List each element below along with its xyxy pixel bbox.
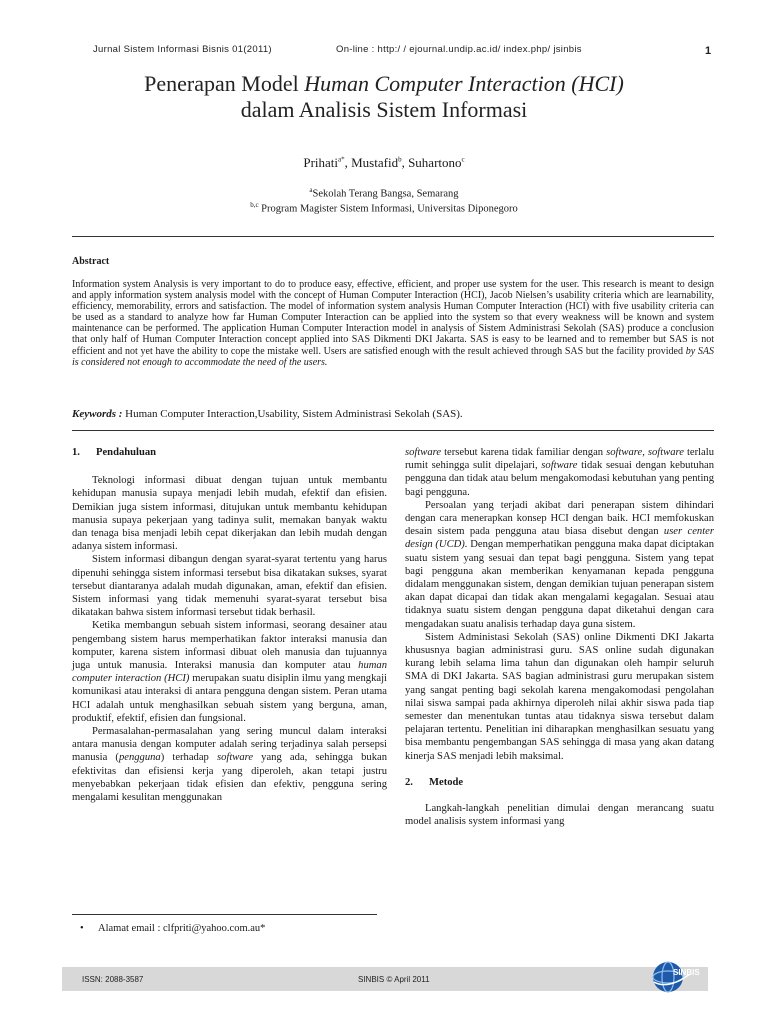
footnote-email[interactable]: Alamat email : clfpriti@yahoo.com.au* xyxy=(98,923,266,934)
footer-bar xyxy=(62,967,708,991)
p5-italic-4: software xyxy=(541,460,578,472)
paragraph-4 xyxy=(72,725,387,804)
paper-title-line1 xyxy=(0,71,768,97)
paragraph-3-part-b: merupakan suatu disiplin ilmu yang mengkaji komunikasi atau interaksi di antara pengguna dengan sistem. Peran utama HCI adalah untuk menghasilkan sebuah sistem yang berguna, aman, produktif, efektif, efisien dan fungsional. xyxy=(72,673,387,724)
abstract-top-rule xyxy=(72,236,714,237)
paragraph-3 xyxy=(72,619,387,725)
section-1-title: Pendahuluan xyxy=(96,447,157,458)
paragraph-4-italic-1: pengguna xyxy=(118,752,161,764)
section-1-number: 1. xyxy=(72,447,80,458)
running-header-url: On-line : http:/ / ejournal.undip.ac.id/ index.php/ jsinbis xyxy=(336,44,582,55)
keywords-bottom-rule xyxy=(72,430,714,431)
keywords-text: Human Computer Interaction,Usability, Sistem Administrasi Sekolah (SAS). xyxy=(122,408,463,420)
paragraph-7: Sistem Administasi Sekolah (SAS) online Dikmenti DKI Jakarta khususnya bagian administrasi guru. SAS online sudah digunakan kurang lebih selama lima tahun dan digunakan oleh hampir seluruh SMA di DKI Jakarta. SAS bagian administrasi guru merupakan sistem yang sangat penting bagi sekolah karena mengakomodasi pengolahan nilai siswa sampai pada akhirnya diperoleh nilai akhir siswa pada tiap semester dan menentukan tuntas atau tidaknya siswa tersebut dalam pelajaran tertentu. Penelitian ini diharapkan menghasilkan sesuatu yang bisa membantu pengembangan SAS sehingga di masa yang akan datang kinerja SAS menjadi lebih maksimal. xyxy=(405,631,714,762)
affiliation-2-sup: b,c xyxy=(250,201,259,209)
paragraph-3-italic: human computer interaction (HCI) xyxy=(72,660,387,685)
keywords xyxy=(72,408,714,420)
p5-text-4: tidak sesuai dengan kebutuhan pengguna dan tidak atau belum mengakomodasi kebutuhan yang penting bagi pengguna. xyxy=(405,460,714,498)
abstract-body: Information system Analysis is very important to do to produce easy, effective, efficient, and proper use system for the user. This research is meant to design and apply information system analysis model with the concept of Human Computer Interaction (HCI), Jacob Nielsen’s usability criteria which are learnability, efficiency, memorability, errors and satisfaction. The model of information system analysis Human Computer Interaction (HCI) with five usability criteria can be used as a standard to analyze how far Human Computer Interaction can be applied into the system so that every weakness will be known and system maintenance can be performed. The application Human Computer Interaction model in analysis of Sistem Administrasi Sekolah (SAS) produce a conclusion that only half of Human Computer Interaction concept applied into SAS Dikmenti DKI Jakarta. SAS is easy to be learned and to remember but SAS is not efficient and not yet have the ability to cope the mistake well. Users are satisfied enough with the result achieved through SAS but the facility provided xyxy=(72,279,714,357)
keywords-label: Keywords : xyxy=(72,408,123,420)
abstract-italic: by SAS is considered not enough to accommodate the need of the users. xyxy=(72,345,714,368)
abstract-text xyxy=(72,279,714,368)
footnote-bullet: • xyxy=(80,923,84,934)
affiliation-1 xyxy=(0,186,768,200)
section-heading-2 xyxy=(405,776,714,789)
p6-part-a: Persoalan yang terjadi akibat dari penerapan sistem dihindari dengan cara menerapkan konsep HCI dengan baik. HCI memfokuskan desain sistem pada pengguna atau biasa disebut dengan xyxy=(405,499,714,538)
logo-text: SINBIS xyxy=(673,968,700,977)
paragraph-4-part-a: Permasalahan-permasalahan yang sering muncul dalam interaksi antara manusia dengan komputer adalah sering terjadinya salah persepsi manusia ( xyxy=(72,726,387,764)
paragraph-3-part-a: Ketika membangun sebuah sistem informasi, seorang desainer atau pengembang sistem harus memperhatikan faktor interaksi manusia dan komputer, karena sistem informasi dibuat oleh manusia dan tujuannya juga untuk manusia. Interaksi manusia dan komputer atau xyxy=(72,620,387,672)
left-column xyxy=(72,446,387,804)
page-number: 1 xyxy=(705,45,712,57)
p5-italic-1: software xyxy=(405,447,442,458)
section-2-number: 2. xyxy=(405,776,413,788)
p5-text-2: , xyxy=(642,447,648,458)
paragraph-2: Sistem informasi dibangun dengan syarat-syarat tertentu yang harus dipenuhi sehingga sistem informasi tersebut bisa dikatakan sukses, syarat tersebut diantaranya adalah mudah digunakan, aman, efektif dan efisien. Sistem informasi yang tidak memenuhi syarat-syarat tersebut bisa dikatakan bahwa sistem informasi tersebut tidak berhasil. xyxy=(72,554,387,619)
section-2-title: Metode xyxy=(429,776,464,788)
affiliation-1-sup: a xyxy=(309,186,313,194)
footnote-rule xyxy=(72,914,377,915)
affiliation-2-text: Program Magister Sistem Informasi, Universitas Diponegoro xyxy=(258,203,518,215)
section-heading-1 xyxy=(72,446,387,459)
footer-issn: ISSN: 2088-3587 xyxy=(82,975,144,984)
author-3: , Suhartono xyxy=(401,155,462,170)
footer-copyright: SINBIS © April 2011 xyxy=(358,975,430,984)
paragraph-5 xyxy=(405,446,714,499)
p6-part-b: Dengan memperhatikan pengguna maka dapat diciptakan suatu sistem yang sesuai dan tepat bagi pengguna. Sistem yang tepat bagi pengguna akan memberikan kenyamanan kepada pengguna didalam menggunakan sistem, dengan demikian tujuan penerapan sistem akan dapat dicapai dan tidak akan mengalami kegagalan. Sesuai atau tidaknya suatu sistem dengan pengguna dapat diketahui dengan cara mengadakan suatu analisis terhadap daya guna sistem. xyxy=(405,539,714,630)
paper-title-line2: dalam Analisis Sistem Informasi xyxy=(240,97,528,122)
p5-italic-2: software xyxy=(606,447,643,458)
author-2-sup: b xyxy=(398,155,402,164)
p6-italic: user center design (UCD). xyxy=(405,526,714,551)
paragraph-8: Langkah-langkah penelitian dimulai dengan merancang suatu model analisis system informasi yang xyxy=(405,803,714,828)
paragraph-4-part-b: ) terhadap xyxy=(160,752,217,764)
abstract-heading: Abstract xyxy=(72,256,110,267)
author-list xyxy=(0,155,768,171)
paragraph-4-part-c: yang ada, sehingga bukan efektivitas dan efisiensi kerja yang diperoleh, akan tetapi justru menyebabkan pekerjaan tidak efisien dan efektiv, pengguna sering mengalami kesulitan menggunakan xyxy=(72,752,387,804)
affiliation-1-text: Sekolah Terang Bangsa, Semarang xyxy=(312,188,459,200)
paragraph-1: Teknologi informasi dibuat dengan tujuan untuk membantu kehidupan manusia supaya menjadi lebih mudah, efektif dan efisien. Demikian juga sistem informasi, ditujukan untuk membantu kehidupan manusia supaya pekerjaan yang tadinya sulit, memakan banyak waktu dan tenaga bisa menjadi lebih cepat dikerjakan dan lebih mudah dengan adanya sistem informasi. xyxy=(72,475,387,553)
footnote xyxy=(80,923,265,934)
title-plain: Penerapan Model xyxy=(144,71,305,96)
p5-italic-3: software xyxy=(647,447,684,458)
author-1-sup: a* xyxy=(338,155,345,164)
author-1: Prihati xyxy=(303,155,339,170)
right-column xyxy=(405,446,714,828)
title-italic: Human Computer Interaction (HCI) xyxy=(304,71,624,96)
paragraph-6 xyxy=(405,499,714,631)
running-header-journal: Jurnal Sistem Informasi Bisnis 01(2011) xyxy=(93,44,272,55)
sinbis-logo xyxy=(648,960,702,994)
p5-text-1: tersebut karena tidak familiar dengan xyxy=(441,447,607,458)
author-2: , Mustafid xyxy=(344,155,399,170)
p5-text-3: terlalu rumit sehingga sulit dipelajari, xyxy=(405,447,714,472)
affiliation-2 xyxy=(0,201,768,215)
paragraph-4-italic-2: software xyxy=(216,752,254,764)
author-3-sup: c xyxy=(461,155,465,164)
